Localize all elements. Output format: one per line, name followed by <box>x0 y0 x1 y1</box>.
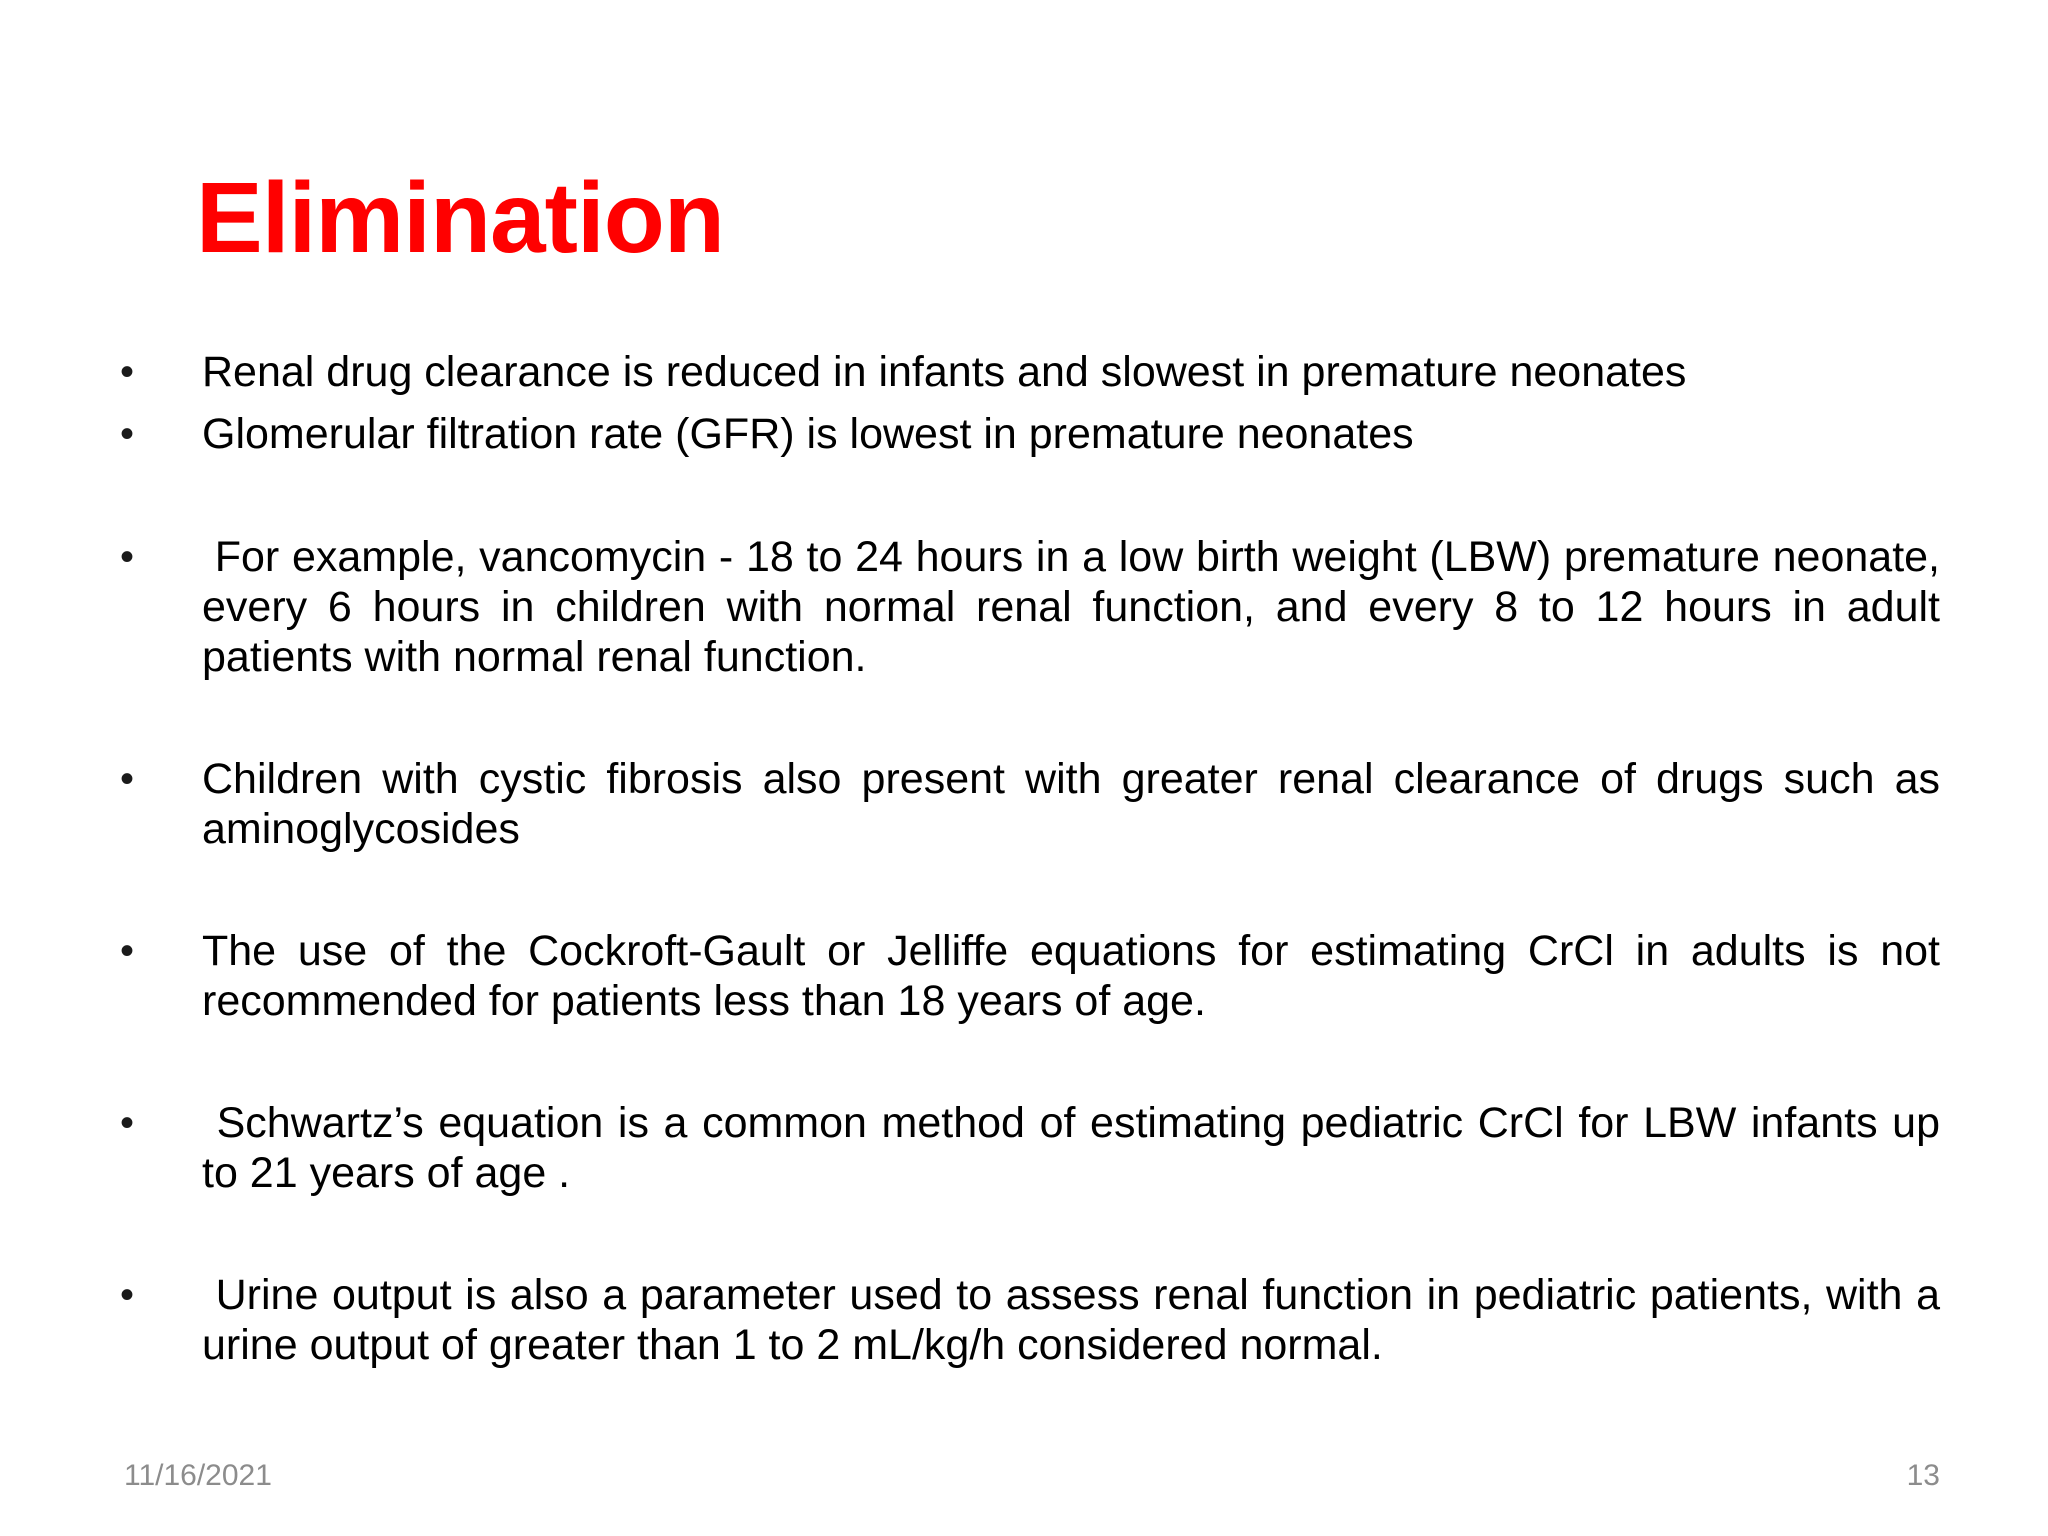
bullet-marker: • <box>120 1101 135 1145</box>
bullet-text-6: Schwartz’s equation is a common method of estimating pediatric CrCl for LBW infants up to 21 years of age . <box>202 1099 1952 1197</box>
bullet-marker: • <box>120 929 135 973</box>
bullet-text-4: Children with cystic fibrosis also present with greater renal clearance of drugs such as aminoglycosides <box>202 755 1940 853</box>
bullet-text-3: For example, vancomycin - 18 to 24 hours in a low birth weight (LBW) premature neonate, every 6 hours in children with normal renal function, and every 8 to 12 hours in adult patients with normal renal function. <box>202 533 1952 681</box>
bullet-marker: • <box>120 412 135 456</box>
footer-date: 11/16/2021 <box>124 1459 272 1492</box>
bullet-marker: • <box>120 535 135 579</box>
bullet-text-5: The use of the Cockroft-Gault or Jelliffe equations for estimating CrCl in adults is not recommended for patients less than 18 years of age. <box>202 927 1940 1025</box>
bullet-text-1: Renal drug clearance is reduced in infants and slowest in premature neonates <box>202 348 1687 396</box>
bullet-text-2: Glomerular filtration rate (GFR) is lowest in premature neonates <box>202 410 1414 458</box>
bullet-marker: • <box>120 757 135 801</box>
slide-title: Elimination <box>196 162 724 274</box>
bullet-marker: • <box>120 1273 135 1317</box>
bullet-text-7: Urine output is also a parameter used to assess renal function in pediatric patients, with a urine output of greater than 1 to 2 mL/kg/h considered normal. <box>202 1271 1952 1369</box>
bullet-marker: • <box>120 350 135 394</box>
page-number: 13 <box>1906 1459 1940 1492</box>
